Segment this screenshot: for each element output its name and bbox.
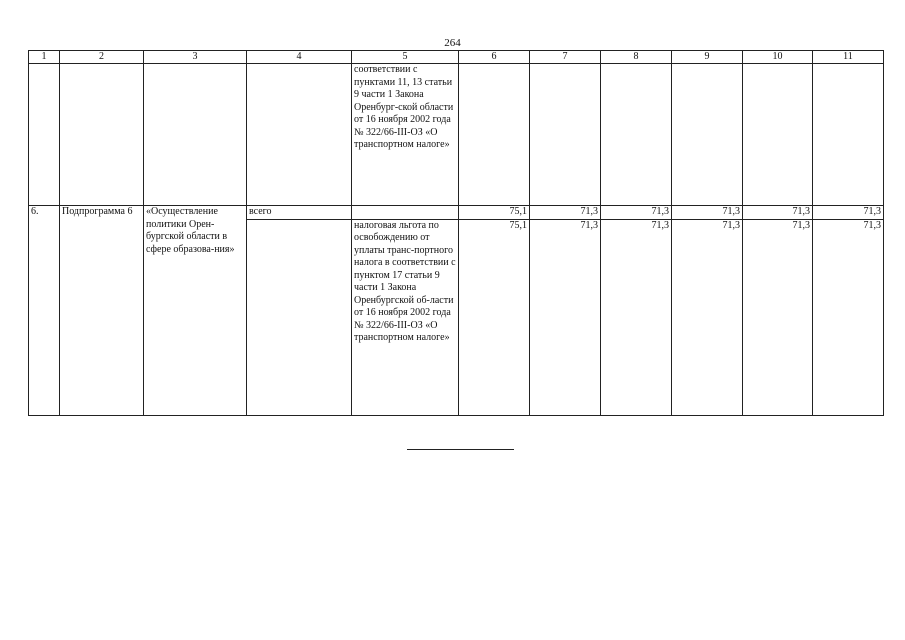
budget-table <box>28 50 884 416</box>
sub-value-10: 71,3 <box>743 219 813 415</box>
header-cell-9: 9 <box>672 51 743 64</box>
header-cell-11: 11 <box>813 51 884 64</box>
sub-value-9: 71,3 <box>672 219 743 415</box>
cell-empty <box>601 64 672 206</box>
cell-empty <box>60 64 144 206</box>
sub-value-7: 71,3 <box>530 219 601 415</box>
cell-empty <box>743 64 813 206</box>
table-row-6-total <box>29 206 884 220</box>
cell-empty <box>813 64 884 206</box>
tax-benefit-description: налоговая льгота по освобождению от уплаты транс-портного налога в соответствии с пунктом 17 статьи 9 части 1 Закона Оренбургской об-ласти от 16 ноября 2002 года № 322/66-III-ОЗ «О транспортном налоге» <box>352 219 459 415</box>
header-cell-8: 8 <box>601 51 672 64</box>
cell-empty <box>530 64 601 206</box>
header-row <box>29 51 884 64</box>
header-cell-10: 10 <box>743 51 813 64</box>
header-cell-5: 5 <box>352 51 459 64</box>
sub-value-11: 71,3 <box>813 219 884 415</box>
header-cell-7: 7 <box>530 51 601 64</box>
total-value-10: 71,3 <box>743 206 813 220</box>
total-label: всего <box>247 206 352 220</box>
cell-empty <box>672 64 743 206</box>
sub-value-8: 71,3 <box>601 219 672 415</box>
subprogram-name: «Осуществление политики Орен-бургской области в сфере образова-ния» <box>144 206 247 416</box>
sub-label <box>247 219 352 415</box>
header-cell-4: 4 <box>247 51 352 64</box>
cell-empty <box>247 64 352 206</box>
header-cell-3: 3 <box>144 51 247 64</box>
header-cell-6: 6 <box>459 51 530 64</box>
total-value-6: 75,1 <box>459 206 530 220</box>
table-row-continuation <box>29 64 884 206</box>
header-cell-1: 1 <box>29 51 60 64</box>
cell-empty <box>29 64 60 206</box>
sub-value-6: 75,1 <box>459 219 530 415</box>
subprogram-label: Подпрограмма 6 <box>60 206 144 416</box>
total-description <box>352 206 459 220</box>
total-value-11: 71,3 <box>813 206 884 220</box>
continuation-law-reference: соответствии с пунктами 11, 13 статьи 9 части 1 Закона Оренбург-ской области от 16 ноября 2002 года № 322/66-III-ОЗ «О транспортном налоге» <box>352 64 459 206</box>
footer-divider <box>407 449 514 450</box>
row-number: 6. <box>29 206 60 416</box>
total-value-9: 71,3 <box>672 206 743 220</box>
header-cell-2: 2 <box>60 51 144 64</box>
cell-empty <box>144 64 247 206</box>
page-number: 264 <box>444 37 461 49</box>
total-value-7: 71,3 <box>530 206 601 220</box>
cell-empty <box>459 64 530 206</box>
total-value-8: 71,3 <box>601 206 672 220</box>
